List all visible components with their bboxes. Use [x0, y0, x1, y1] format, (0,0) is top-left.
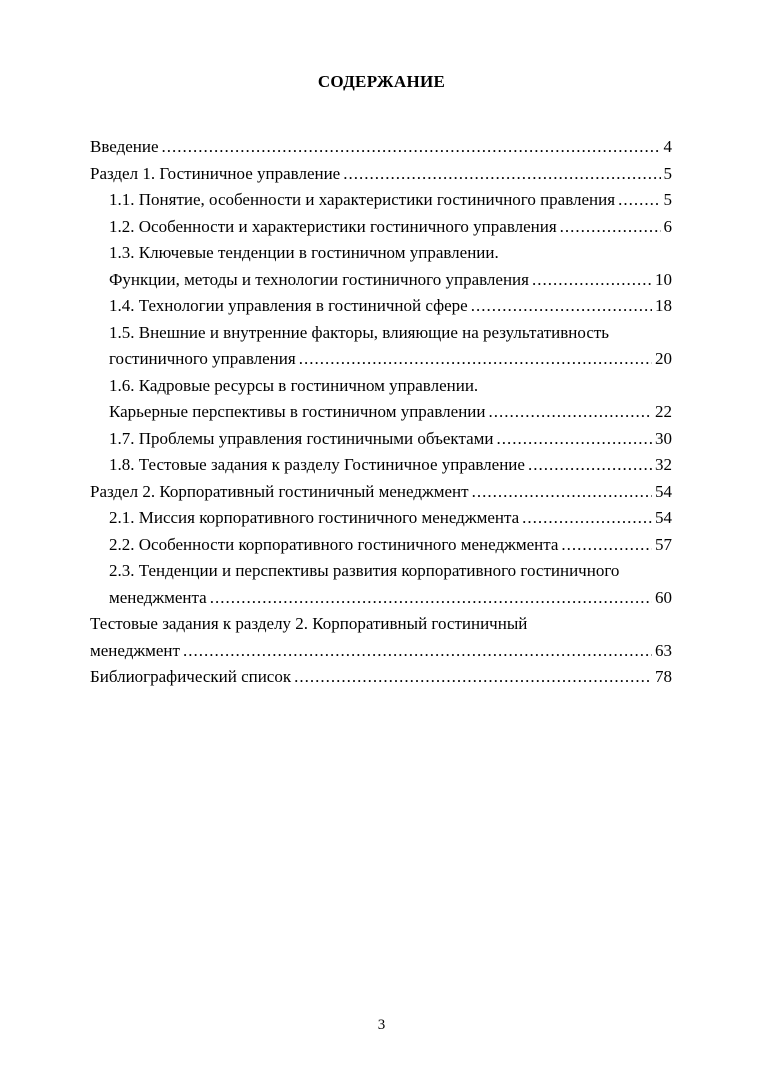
- toc-entry-tests-2-line-2[interactable]: [90, 638, 672, 665]
- dot-leader: [472, 479, 652, 506]
- dot-leader: [210, 585, 652, 612]
- toc-page-number: 54: [655, 508, 672, 527]
- dot-leader: [532, 267, 652, 294]
- toc-page-number: 5: [663, 163, 672, 183]
- toc-page-number: 20: [655, 349, 672, 368]
- toc-entry-1-2[interactable]: [90, 214, 672, 241]
- toc-entry-text: 1.7. Проблемы управления гостиничными объектами: [109, 428, 494, 448]
- dot-leader: [618, 187, 660, 214]
- toc-entry-text: 1.4. Технологии управления в гостиничной сфере: [109, 296, 468, 315]
- toc-page-number: 78: [655, 667, 672, 686]
- toc-entry-1-6-line-2[interactable]: [90, 399, 672, 426]
- dot-leader: [162, 134, 661, 161]
- toc-entry-1-3-line-2[interactable]: [90, 267, 672, 294]
- toc-page-number: 60: [655, 587, 672, 607]
- toc-entry-text: Библиографический список: [90, 667, 292, 686]
- dot-leader: [522, 505, 652, 532]
- dot-leader: [343, 161, 660, 188]
- toc-entry-text: 1.2. Особенности и характеристики гостиничного управления: [109, 216, 557, 236]
- toc-entry-text: 2.3. Тенденции и перспективы развития корпоративного гостиничного: [109, 561, 620, 580]
- toc-entry-text: Карьерные перспективы в гостиничном управлении: [109, 402, 486, 421]
- toc-entry-1-7[interactable]: [90, 426, 672, 453]
- toc-page-number: 22: [655, 402, 672, 421]
- toc-entry-text: менеджмент: [90, 640, 180, 660]
- toc-entry-tests-2-line-1[interactable]: [90, 611, 672, 638]
- toc-entry-text: гостиничного управления: [109, 349, 296, 368]
- dot-leader: [488, 399, 652, 426]
- dot-leader: [471, 293, 652, 320]
- dot-leader: [561, 532, 652, 559]
- page-title: СОДЕРЖАНИЕ: [317, 72, 446, 91]
- toc-entry-text: 1.6. Кадровые ресурсы в гостиничном управлении.: [109, 375, 479, 395]
- dot-leader: [497, 426, 652, 453]
- toc-page-number: 54: [655, 481, 672, 501]
- toc-entry-2-1[interactable]: [90, 505, 672, 532]
- toc-entry-text: Раздел 2. Корпоративный гостиничный менеджмент: [90, 481, 469, 501]
- toc-entry-text: 1.1. Понятие, особенности и характеристики гостиничного правления: [109, 190, 616, 209]
- dot-leader: [528, 452, 652, 479]
- toc-entry-1-6-line-1[interactable]: [90, 373, 672, 400]
- toc-entry-text: 2.1. Миссия корпоративного гостиничного менеджмента: [109, 508, 520, 527]
- page-number-footer: 3: [377, 1017, 386, 1033]
- toc-entry-section-1[interactable]: [90, 161, 672, 188]
- toc-page-number: 32: [655, 455, 672, 474]
- toc-entry-section-2[interactable]: [90, 479, 672, 506]
- toc-entry-1-3-line-1[interactable]: [90, 240, 672, 267]
- toc-page-number: 63: [655, 640, 672, 660]
- toc-page-number: 4: [663, 137, 672, 156]
- dot-leader: [294, 664, 652, 691]
- toc-page-number: 18: [655, 296, 672, 315]
- toc-entry-2-3-line-1[interactable]: [90, 558, 672, 585]
- toc-entry-bibliography[interactable]: [90, 664, 672, 691]
- toc-entry-introduction[interactable]: [90, 134, 672, 161]
- toc-page-number: 5: [663, 190, 672, 209]
- toc-entry-text: Тестовые задания к разделу 2. Корпоративный гостиничный: [90, 614, 528, 633]
- toc-page-number: 10: [655, 269, 672, 289]
- toc-entry-text: менеджмента: [109, 587, 207, 607]
- dot-leader: [299, 346, 652, 373]
- toc-entry-2-2[interactable]: [90, 532, 672, 559]
- toc-entry-1-8[interactable]: [90, 452, 672, 479]
- toc-entry-text: 1.3. Ключевые тенденции в гостиничном управлении.: [109, 243, 499, 262]
- toc-entry-1-1[interactable]: [90, 187, 672, 214]
- toc-entry-text: 2.2. Особенности корпоративного гостиничного менеджмента: [109, 534, 559, 554]
- toc-entry-text: 1.5. Внешние и внутренние факторы, влияющие на результативность: [109, 322, 610, 342]
- dot-leader: [183, 638, 652, 665]
- toc-entry-text: Функции, методы и технологии гостиничного управления: [109, 269, 529, 289]
- toc-entry-text: Введение: [90, 137, 159, 156]
- toc-entry-1-5-line-2[interactable]: [90, 346, 672, 373]
- toc-entry-2-3-line-2[interactable]: [90, 585, 672, 612]
- toc-page-number: 30: [655, 428, 672, 448]
- toc-page-number: 6: [663, 216, 672, 236]
- toc-entry-text: 1.8. Тестовые задания к разделу Гостиничное управление: [109, 455, 525, 474]
- dot-leader: [560, 214, 661, 241]
- toc-entry-text: Раздел 1. Гостиничное управление: [90, 163, 341, 183]
- table-of-contents: [90, 134, 672, 691]
- toc-entry-1-4[interactable]: [90, 293, 672, 320]
- toc-page-number: 57: [655, 534, 672, 554]
- toc-entry-1-5-line-1[interactable]: [90, 320, 672, 347]
